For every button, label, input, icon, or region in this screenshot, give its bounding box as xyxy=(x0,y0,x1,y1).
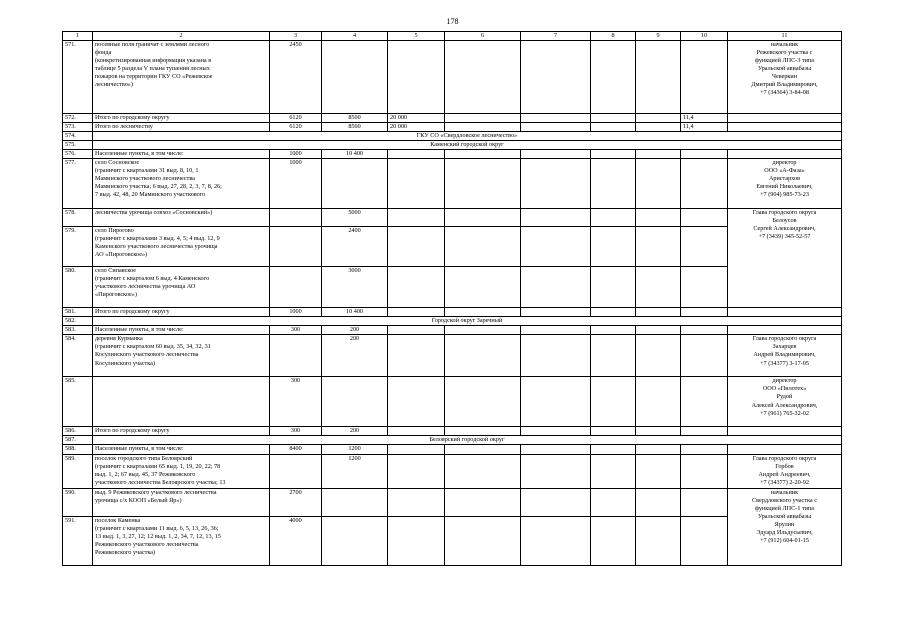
responsible-cell: Глава городского округа Захарцев Андрей Владимирович, +7 (34377) 3-17-05 xyxy=(728,335,842,377)
row-number: 586. xyxy=(63,427,93,436)
settlement-cell: Итого по городскому округу xyxy=(93,113,270,122)
settlement-cell: Населенные пункты, в том числе: xyxy=(93,326,270,335)
responsible-cell xyxy=(728,326,842,335)
row-number: 579. xyxy=(63,226,93,266)
value-cell xyxy=(591,40,636,113)
table-row xyxy=(63,516,842,565)
row-number: 572. xyxy=(63,113,93,122)
value-cell xyxy=(681,335,728,377)
value-cell xyxy=(322,516,388,565)
table-row xyxy=(63,488,842,516)
table-row xyxy=(63,377,842,427)
table-row xyxy=(63,266,842,307)
value-cell xyxy=(591,208,636,226)
value-cell xyxy=(388,454,445,488)
row-number: 580. xyxy=(63,266,93,307)
value-cell xyxy=(445,149,521,158)
value-cell xyxy=(681,326,728,335)
row-number: 584. xyxy=(63,335,93,377)
settlement-cell: село Пирогово (граничит с кварталами 3 выд. 4, 5; 4 выд. 12, 9 Каменского участкового лесничества урочища АО «Пироговское») xyxy=(93,226,270,266)
settlement-cell: лесничества урочища совхоз «Сосновский») xyxy=(93,208,270,226)
value-cell xyxy=(636,113,681,122)
value-cell xyxy=(636,266,681,307)
value-cell xyxy=(388,377,445,427)
value-cell xyxy=(521,266,591,307)
value-cell xyxy=(591,335,636,377)
value-cell xyxy=(445,122,521,131)
header-cell: 2 xyxy=(93,32,270,41)
section-row xyxy=(63,436,842,445)
value-cell xyxy=(636,488,681,516)
value-cell xyxy=(521,454,591,488)
table-row xyxy=(63,208,842,226)
value-cell xyxy=(388,40,445,113)
value-cell xyxy=(591,226,636,266)
settlement-cell xyxy=(93,377,270,427)
responsible-cell: Глава городского округа Белоусов Сергей Александрович, +7 (3439) 345-52-57 xyxy=(728,208,842,307)
value-cell xyxy=(445,377,521,427)
value-cell xyxy=(445,445,521,454)
value-cell xyxy=(521,307,591,316)
table-row xyxy=(63,113,842,122)
table-row xyxy=(63,326,842,335)
responsible-cell: начальник Свердловского участка с функцией ЛПС-1 типа Уральской авиабазы Ярулин Эдуард Ильдусьевич, +7 (912) 604-01-15 xyxy=(728,488,842,565)
settlement-cell: Итого по лесничеству xyxy=(93,122,270,131)
row-number: 577. xyxy=(63,158,93,208)
value-cell xyxy=(445,226,521,266)
responsible-cell xyxy=(728,427,842,436)
value-cell: 10 400 xyxy=(322,149,388,158)
responsible-cell: директор ООО «Пилотех» Рудой Алексей Александрович, +7 (961) 765-32-02 xyxy=(728,377,842,427)
value-cell xyxy=(388,158,445,208)
area-cell: 1000 xyxy=(270,307,322,316)
value-cell xyxy=(591,307,636,316)
value-cell xyxy=(636,377,681,427)
value-cell xyxy=(591,113,636,122)
area-cell: 300 xyxy=(270,326,322,335)
value-cell xyxy=(388,266,445,307)
area-cell: 1000 xyxy=(270,158,322,208)
value-cell xyxy=(636,158,681,208)
value-cell xyxy=(445,488,521,516)
table-row xyxy=(63,149,842,158)
value-cell xyxy=(388,326,445,335)
value-cell xyxy=(681,427,728,436)
settlement-cell: село Сипавское (граничит с кварталом 6 выд. 4 Каменского участкового лесничества урочища АО «Пироговское») xyxy=(93,266,270,307)
value-cell xyxy=(521,208,591,226)
value-cell xyxy=(591,454,636,488)
settlement-cell: выд. 9 Режиковского участкового лесничества урочища с/х КООП «Белый Яр») xyxy=(93,488,270,516)
value-cell xyxy=(681,445,728,454)
row-number: 573. xyxy=(63,122,93,131)
value-cell xyxy=(636,427,681,436)
row-number: 587. xyxy=(63,436,93,445)
area-cell: 300 xyxy=(270,427,322,436)
value-cell xyxy=(681,266,728,307)
section-title: Городской округ Заречный xyxy=(93,317,842,326)
responsible-cell: начальник Режевского участка с функцией ЛПС-3 типа Уральской авиабазы Чеверкин Дмитрий Владимирович, +7 (34364) 3-84-08 xyxy=(728,40,842,113)
area-cell: 1000 xyxy=(270,149,322,158)
settlement-cell: село Сосновское (граничит с кварталами 31 выд. 8, 10, 1 Маминского участкового лесничества Маминского участка; 6 выд. 27, 28, 2, 3, 7, 8, 26; 7 выд. 42, 48, 20 Маминского участкового xyxy=(93,158,270,208)
value-cell xyxy=(636,454,681,488)
header-cell: 4 xyxy=(322,32,388,41)
value-cell xyxy=(521,377,591,427)
value-cell xyxy=(681,307,728,316)
value-cell xyxy=(636,445,681,454)
value-cell: 10 400 xyxy=(322,307,388,316)
value-cell xyxy=(591,266,636,307)
area-cell xyxy=(270,226,322,266)
value-cell xyxy=(445,158,521,208)
responsible-cell xyxy=(728,307,842,316)
section-title: ГКУ СО «Свердловское лесничество» xyxy=(93,131,842,140)
area-cell xyxy=(270,266,322,307)
value-cell xyxy=(388,516,445,565)
header-cell: 1 xyxy=(63,32,93,41)
value-cell: 5000 xyxy=(322,208,388,226)
value-cell xyxy=(445,266,521,307)
area-cell: 2450 xyxy=(270,40,322,113)
value-cell xyxy=(636,226,681,266)
settlement-cell: Населенные пункты, в том числе: xyxy=(93,445,270,454)
row-number: 571. xyxy=(63,40,93,113)
value-cell xyxy=(636,40,681,113)
value-cell xyxy=(681,158,728,208)
value-cell xyxy=(445,516,521,565)
value-cell: 1200 xyxy=(322,454,388,488)
page-number: 178 xyxy=(446,17,459,26)
responsible-cell xyxy=(728,445,842,454)
value-cell xyxy=(591,122,636,131)
settlement-cell: Населенные пункты, в том числе: xyxy=(93,149,270,158)
value-cell xyxy=(322,40,388,113)
value-cell xyxy=(636,307,681,316)
value-cell xyxy=(681,377,728,427)
responsible-cell: Глава городского округа Горбов Андрей Андреевич, +7 (34377) 2-20-92 xyxy=(728,454,842,488)
value-cell xyxy=(591,516,636,565)
settlement-cell: посевные поля граничат с землями лесного фонда (конкретизированная информация указана в таблице 5 раздела V плана тушения лесных пожаров на территории ГКУ СО «Режевское лесничество») xyxy=(93,40,270,113)
value-cell: 11,4 xyxy=(681,113,728,122)
row-number: 574. xyxy=(63,131,93,140)
value-cell xyxy=(388,427,445,436)
value-cell: 2400 xyxy=(322,226,388,266)
area-cell xyxy=(270,208,322,226)
section-row xyxy=(63,140,842,149)
value-cell xyxy=(521,445,591,454)
row-number: 590. xyxy=(63,488,93,516)
value-cell xyxy=(521,427,591,436)
value-cell xyxy=(636,149,681,158)
value-cell xyxy=(322,488,388,516)
value-cell: 200 xyxy=(322,427,388,436)
value-cell xyxy=(388,445,445,454)
value-cell: 200 xyxy=(322,326,388,335)
header-cell: 10 xyxy=(681,32,728,41)
area-cell: 6120 xyxy=(270,113,322,122)
value-cell: 200 xyxy=(322,335,388,377)
value-cell xyxy=(591,445,636,454)
value-cell: 20 000 xyxy=(388,122,445,131)
value-cell xyxy=(521,226,591,266)
value-cell xyxy=(322,377,388,427)
value-cell xyxy=(521,40,591,113)
column-number-header xyxy=(63,32,842,41)
value-cell xyxy=(591,326,636,335)
row-number: 585. xyxy=(63,377,93,427)
value-cell xyxy=(388,488,445,516)
value-cell xyxy=(521,113,591,122)
header-cell: 6 xyxy=(445,32,521,41)
value-cell: 3000 xyxy=(322,266,388,307)
header-cell: 9 xyxy=(636,32,681,41)
value-cell xyxy=(445,454,521,488)
value-cell xyxy=(636,122,681,131)
value-cell xyxy=(681,516,728,565)
value-cell xyxy=(322,158,388,208)
row-number: 583. xyxy=(63,326,93,335)
value-cell xyxy=(521,122,591,131)
value-cell xyxy=(591,488,636,516)
value-cell xyxy=(445,208,521,226)
value-cell xyxy=(445,326,521,335)
value-cell xyxy=(591,427,636,436)
value-cell: 20 000 xyxy=(388,113,445,122)
table-row xyxy=(63,122,842,131)
value-cell xyxy=(521,149,591,158)
value-cell xyxy=(636,516,681,565)
value-cell: 8500 xyxy=(322,113,388,122)
area-cell: 4000 xyxy=(270,516,322,565)
value-cell xyxy=(591,149,636,158)
table-row xyxy=(63,307,842,316)
area-cell: 300 xyxy=(270,377,322,427)
header-cell: 3 xyxy=(270,32,322,41)
table-row xyxy=(63,445,842,454)
value-cell xyxy=(445,40,521,113)
table-row xyxy=(63,427,842,436)
header-cell: 5 xyxy=(388,32,445,41)
value-cell xyxy=(445,335,521,377)
area-cell: 6120 xyxy=(270,122,322,131)
value-cell xyxy=(388,335,445,377)
section-title: Белоярский городской округ xyxy=(93,436,842,445)
table-row xyxy=(63,226,842,266)
value-cell xyxy=(445,427,521,436)
row-number: 575. xyxy=(63,140,93,149)
fire-plan-table xyxy=(62,31,842,566)
responsible-cell xyxy=(728,122,842,131)
settlement-cell: Итого по городскому округу xyxy=(93,427,270,436)
value-cell xyxy=(681,149,728,158)
header-cell: 7 xyxy=(521,32,591,41)
value-cell xyxy=(521,335,591,377)
value-cell xyxy=(681,488,728,516)
value-cell xyxy=(445,307,521,316)
value-cell xyxy=(681,454,728,488)
row-number: 589. xyxy=(63,454,93,488)
value-cell xyxy=(445,113,521,122)
value-cell xyxy=(681,226,728,266)
section-title: Каменский городской округ xyxy=(93,140,842,149)
value-cell: 1200 xyxy=(322,445,388,454)
value-cell: 11,4 xyxy=(681,122,728,131)
value-cell xyxy=(591,158,636,208)
value-cell xyxy=(521,158,591,208)
settlement-cell: деревня Курманка (граничит с кварталом 60 выд. 35, 34, 32, 31 Косулинского участкового лесничества Косулинского участка) xyxy=(93,335,270,377)
responsible-cell xyxy=(728,113,842,122)
area-cell: 8400 xyxy=(270,445,322,454)
header-cell: 8 xyxy=(591,32,636,41)
value-cell xyxy=(388,149,445,158)
section-row xyxy=(63,131,842,140)
settlement-cell: Итого по городскому округу xyxy=(93,307,270,316)
value-cell xyxy=(681,40,728,113)
area-cell xyxy=(270,454,322,488)
area-cell xyxy=(270,335,322,377)
value-cell xyxy=(388,226,445,266)
value-cell xyxy=(636,326,681,335)
table-row xyxy=(63,158,842,208)
settlement-cell: поселок городского типа Белоярский (граничит с кварталами 65 выд. 1, 19, 20, 22; 78 выд. 1, 2; 67 выд. 45, 37 Режиковского участкового лесничества Белоярского участка; 13 xyxy=(93,454,270,488)
value-cell xyxy=(388,208,445,226)
value-cell xyxy=(636,208,681,226)
value-cell xyxy=(681,208,728,226)
value-cell xyxy=(636,335,681,377)
table-row xyxy=(63,454,842,488)
table-row xyxy=(63,40,842,113)
value-cell xyxy=(591,377,636,427)
value-cell xyxy=(388,307,445,316)
table-row xyxy=(63,335,842,377)
responsible-cell: директор ООО «А-Фаза» Аристархов Евгений Николаевич, +7 (904) 985-73-23 xyxy=(728,158,842,208)
area-cell: 2700 xyxy=(270,488,322,516)
section-row xyxy=(63,317,842,326)
settlement-cell: поселок Каменка (граничит с кварталами 11 выд. 6, 5, 13, 26, 36; 13 выд. 1, 3, 27, 12; 12 выд. 1, 2, 34, 7, 12, 13, 15 Режиковского участкового лесничества Режиковского участка) xyxy=(93,516,270,565)
responsible-cell xyxy=(728,149,842,158)
row-number: 582. xyxy=(63,317,93,326)
value-cell xyxy=(521,516,591,565)
header-cell: 11 xyxy=(728,32,842,41)
value-cell xyxy=(521,326,591,335)
value-cell: 8500 xyxy=(322,122,388,131)
row-number: 591. xyxy=(63,516,93,565)
row-number: 576. xyxy=(63,149,93,158)
row-number: 588. xyxy=(63,445,93,454)
row-number: 581. xyxy=(63,307,93,316)
row-number: 578. xyxy=(63,208,93,226)
value-cell xyxy=(521,488,591,516)
